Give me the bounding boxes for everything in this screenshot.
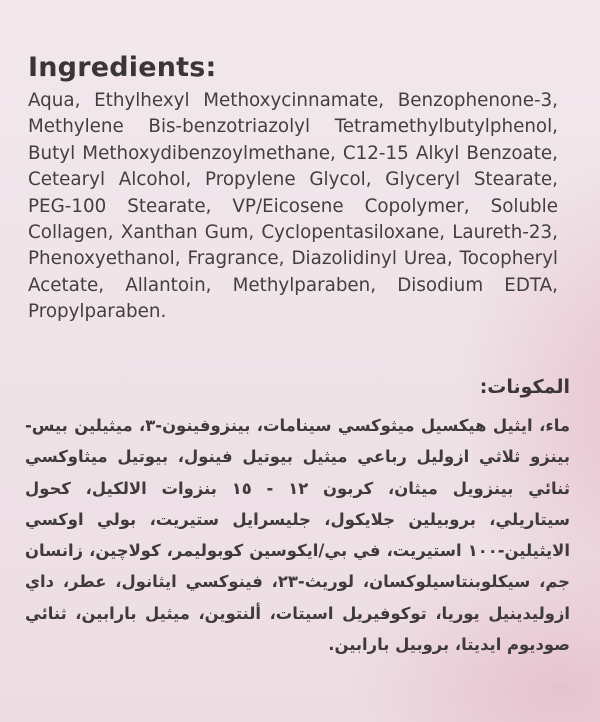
ingredients-heading-english: Ingredients: xyxy=(28,52,217,83)
ingredients-list-arabic: ماء، ايثيل هيكسيل ميثوكسي سينامات، بينزوفينون-٣، ميثيلين بيس-بينزو ثلاثي ازوليل رباعي ميثيل بيوتيل فينول، بيوتيل ميثاوكسي ثنائي بينزويل ميثان، كربون ١٢ - ١٥ بنزوات الالكيل، كحول سيتاريلي، بروبيلين جلايكول، جليسرايل ستيريت، بولي اوكسي الايثيلين-١٠٠ استيريت، في بي/ايكوسين كوبوليمر، كولاچين، زانسان جم، سيكلوبنتاسيلوكسان، لوريث-٢٣، فينوكسي ايثانول، عطر، داي ازوليدينيل يوريا، توكوفيريل اسيتات، ألنتوين، ميثيل بارابين، ثنائي صوديوم ايديتا، بروبيل بارابين. xyxy=(25,416,571,655)
ingredients-list-english: Aqua, Ethylhexyl Methoxycinnamate, Benzophenone-3, Methylene Bis-benzotriazolyl Tetramethylbutylphenol, Butyl Methoxydibenzoylmethane, C12-15 Alkyl Benzoate, Cetearyl Alcohol, Propylene Glycol, Glyceryl Stearate, PEG-100 Stearate, VP/Eicosene Copolymer, Soluble Collagen, Xanthan Gum, Cyclopentasiloxane, Laureth-23, Phenoxyethanol, Fragrance, Diazolidinyl Urea, Tocopheryl Acetate, Allantoin, Methylparaben, Disodium EDTA, Propylparaben. xyxy=(28,90,558,323)
ingredients-heading-arabic: المكونات: xyxy=(479,376,570,398)
